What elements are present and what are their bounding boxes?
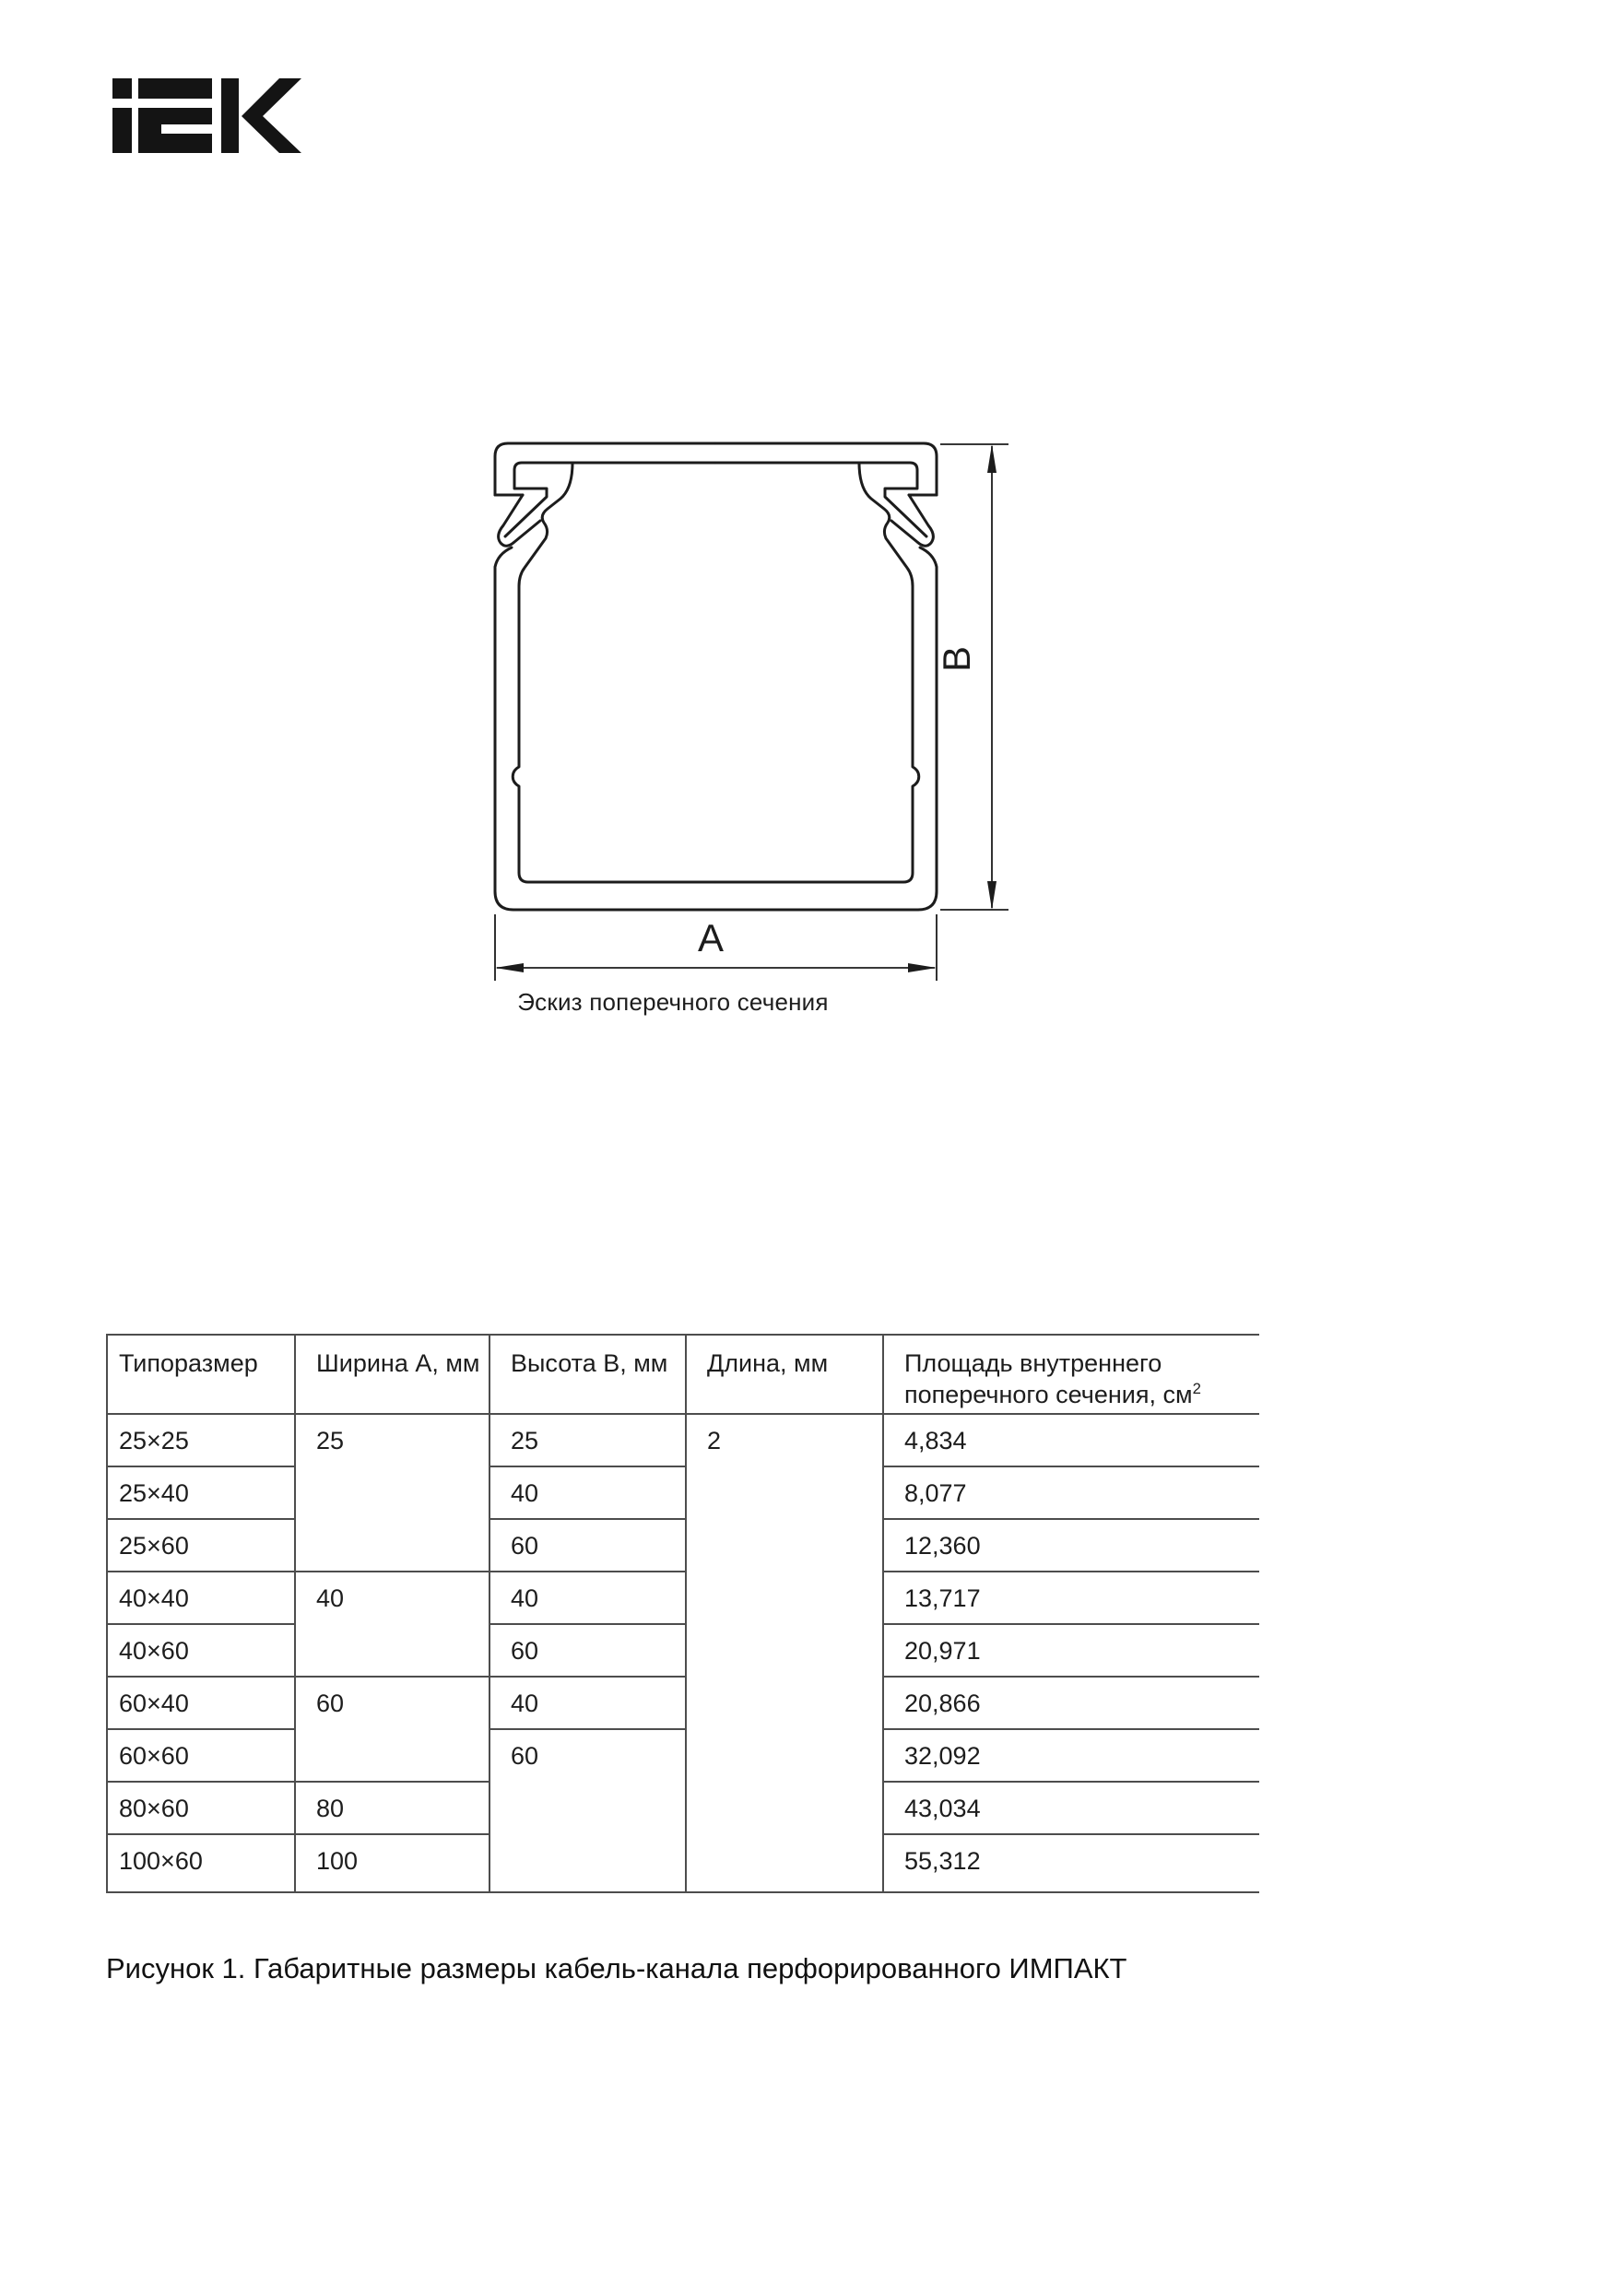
iek-logo	[106, 74, 309, 161]
sketch-caption: Эскиз поперечного сечения	[517, 988, 829, 1016]
logo-e-mid-bar	[138, 108, 212, 124]
table-row	[107, 1519, 1259, 1572]
cell-size: 60×60	[107, 1729, 295, 1782]
table-row	[107, 1466, 1259, 1519]
cell-area: 8,077	[883, 1466, 1259, 1519]
figure-caption: Рисунок 1. Габаритные размеры кабель-канала перфорированного ИМПАКТ	[106, 1952, 1127, 1984]
logo-e-top-bar	[138, 78, 212, 99]
table-header-row	[107, 1335, 1259, 1414]
dim-label-A: A	[697, 916, 725, 960]
logo-e-bottom-bar	[138, 134, 212, 153]
logo-k-bar	[221, 78, 239, 153]
cell-size: 80×60	[107, 1782, 295, 1834]
logo-i-bar	[112, 108, 132, 153]
cell-size: 25×60	[107, 1519, 295, 1572]
cell-height: 40	[489, 1677, 686, 1729]
cell-width: 40	[295, 1572, 489, 1677]
cell-size: 25×25	[107, 1414, 295, 1466]
table-row	[107, 1572, 1259, 1624]
cell-area: 20,971	[883, 1624, 1259, 1677]
cell-height: 40	[489, 1572, 686, 1624]
cell-height: 60	[489, 1519, 686, 1572]
table-row	[107, 1729, 1259, 1782]
cell-size: 100×60	[107, 1834, 295, 1892]
profile-left-half	[495, 443, 716, 910]
dimension-height-B	[935, 444, 1008, 910]
cell-size: 60×40	[107, 1677, 295, 1729]
cell-height: 40	[489, 1466, 686, 1519]
cell-area: 4,834	[883, 1414, 1259, 1466]
iek-logo-glyphs	[112, 78, 301, 153]
cell-width: 100	[295, 1834, 489, 1892]
cell-size: 25×40	[107, 1466, 295, 1519]
col-header-area	[883, 1335, 1259, 1414]
cell-height: 60	[489, 1729, 686, 1892]
cell-area: 32,092	[883, 1729, 1259, 1782]
cell-width: 80	[295, 1782, 489, 1834]
table-row	[107, 1624, 1259, 1677]
col-header-area-sup: 2	[1192, 1379, 1201, 1397]
cell-width: 60	[295, 1677, 489, 1782]
cell-size: 40×60	[107, 1624, 295, 1677]
profile-right-half	[716, 443, 938, 910]
arrowhead-up-icon	[987, 444, 997, 473]
table-row	[107, 1677, 1259, 1729]
table-row	[107, 1414, 1259, 1466]
cell-height: 60	[489, 1624, 686, 1677]
arrowhead-left-icon	[495, 963, 524, 972]
cell-height: 25	[489, 1414, 686, 1466]
cell-area: 43,034	[883, 1782, 1259, 1834]
col-header-length: Длина, мм	[686, 1335, 883, 1414]
arrowhead-right-icon	[908, 963, 937, 972]
cell-length: 2	[686, 1414, 883, 1892]
dim-label-B: B	[935, 645, 978, 673]
cell-area: 20,866	[883, 1677, 1259, 1729]
dimensions-table	[106, 1334, 1259, 1893]
col-header-size: Типоразмер	[107, 1335, 295, 1414]
cross-section-drawing	[442, 406, 1051, 1014]
logo-i-dot	[112, 78, 132, 99]
cell-area: 13,717	[883, 1572, 1259, 1624]
arrowhead-down-icon	[987, 881, 997, 910]
cell-size: 40×40	[107, 1572, 295, 1624]
col-header-width: Ширина А, мм	[295, 1335, 489, 1414]
logo-k-chevron	[242, 78, 301, 153]
cell-area: 12,360	[883, 1519, 1259, 1572]
cell-width: 25	[295, 1414, 489, 1572]
dimension-width-A	[495, 914, 937, 981]
col-header-area-text: Площадь внутреннего поперечного сечения, см	[904, 1349, 1193, 1408]
col-header-height: Высота В, мм	[489, 1335, 686, 1414]
cell-area: 55,312	[883, 1834, 1259, 1892]
dimensions-table-container	[106, 1334, 1258, 1893]
logo-e-left-connector	[138, 124, 161, 134]
